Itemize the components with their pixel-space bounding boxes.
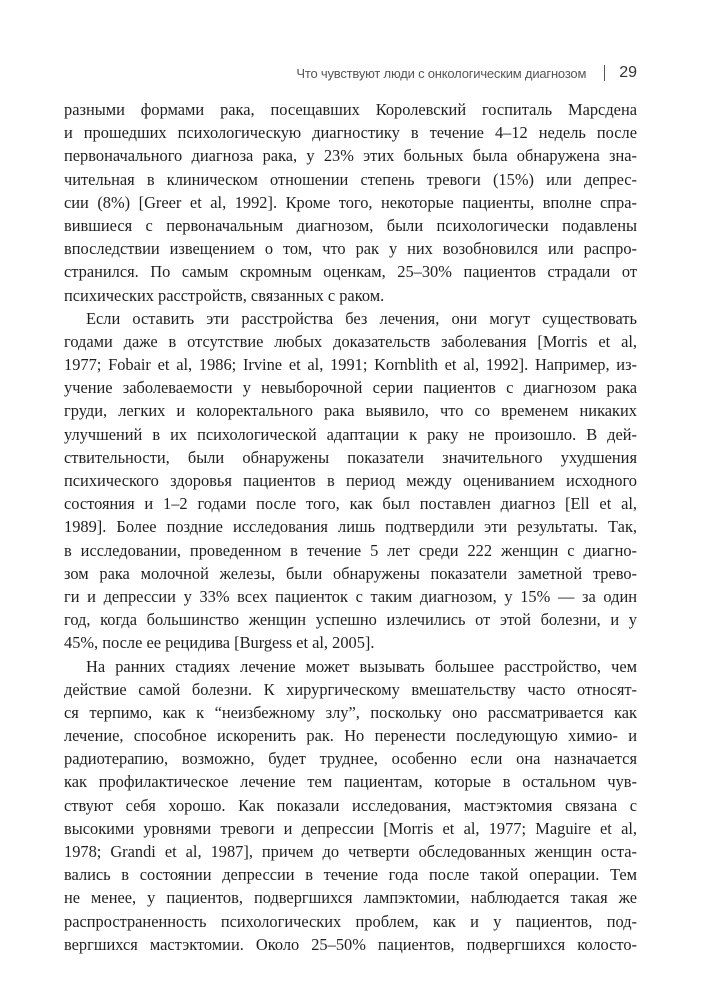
text-line: 45%, после ее рецидива [Burgess et al, 2005]. [64,633,375,653]
text-line: улучшений в их психологической адаптации к раку не произошло. В дей- [64,424,637,444]
running-title: Что чувствуют люди с онкологическим диагнозом [296,65,587,81]
text-line: 1989]. Более поздние исследования лишь подтвердили эти результаты. Так, [64,517,637,537]
text-line: сии (8%) [Greer et al, 1992]. Кроме того, некоторые пациенты, вполне спра- [64,192,637,212]
text-line: как профилактическое лечение тем пациентам, которые в остальном чув- [64,772,637,792]
text-line: впоследствии извещением о том, что рак у них возобновился или распро- [64,239,637,259]
text-line: годами даже в отсутствие любых доказательств заболевания [Morris et al, [64,331,637,351]
text-line: ствительности, были обнаружены показатели значительного ухудшения [64,447,637,467]
text-line: груди, легких и колоректального рака выявило, что со временем никаких [64,401,637,421]
text-line: На ранних стадиях лечение может вызывать большее расстройство, чем [86,656,637,676]
text-line: состояния и 1–2 годами после того, как был поставлен диагноз [Ell et al, [64,494,637,514]
text-line: год, когда большинство женщин успешно излечились от этой болезни, и у [64,610,637,630]
running-header [296,64,637,82]
text-line: радиотерапию, возможно, будет труднее, особенно если она назначается [64,749,637,769]
text-line: вергшихся мастэктомии. Около 25–50% пациентов, подвергшихся колосто- [64,934,637,954]
text-line: ствуют себя хорошо. Как показали исследования, мастэктомия связана с [64,795,637,815]
text-line: зом рака молочной железы, были обнаружены показатели заметной трево- [64,563,637,583]
text-line: странился. По самым скромным оценкам, 25–30% пациентов страдали от [64,262,637,282]
text-line: действие самой болезни. К хирургическому вмешательству часто относят- [64,679,637,699]
text-line: вались в состоянии депрессии в течение года после такой операции. Тем [64,865,637,885]
text-line: высокими уровнями тревоги и депрессии [Morris et al, 1977; Maguire et al, [64,818,637,838]
body-text [64,98,637,956]
text-line: вившиеся с первоначальным диагнозом, были психологически подавлены [64,215,637,235]
text-line: первоначального диагноза рака, у 23% этих больных была обнаружена зна- [64,146,637,166]
text-line: ги и депрессии у 33% всех пациенток с таким диагнозом, у 15% — за один [64,586,637,606]
header-divider [604,65,605,81]
text-line: распространенность психологических проблем, как и у пациентов, под- [64,911,637,931]
text-line: разными формами рака, посещавших Королевский госпиталь Марсдена [64,100,637,119]
text-line: психического здоровья пациентов в период между оцениванием исходного [64,471,637,490]
text-line: психических расстройств, связанных с раком. [64,285,385,305]
text-line: 1978; Grandi et al, 1987], причем до четверти обследованных женщин оста- [64,842,637,861]
text-line: не менее, у пациентов, подвергшихся лампэктомии, наблюдается такая же [64,888,637,908]
text-line: учение заболеваемости у невыборочной серии пациентов с диагнозом рака [64,378,637,398]
text-line: лечение, способное искоренить рак. Но перенести последующую химио- и [64,726,637,746]
text-line: в исследовании, проведенном в течение 5 лет среди 222 женщин с диагно- [64,540,637,560]
text-line: чительная в клиническом отношении степень тревоги (15%) или депрес- [64,169,637,189]
text-line: ся терпимо, как к “неизбежному злу”, поскольку оно рассматривается как [64,702,637,722]
page-number: 29 [619,64,637,81]
text-line: и прошедших психологическую диагностику в течение 4–12 недель после [64,123,637,143]
text-line: 1977; Fobair et al, 1986; Irvine et al, 1991; Kornblith et al, 1992]. Например, из- [64,355,637,375]
text-line: Если оставить эти расстройства без лечения, они могут существовать [86,308,637,328]
